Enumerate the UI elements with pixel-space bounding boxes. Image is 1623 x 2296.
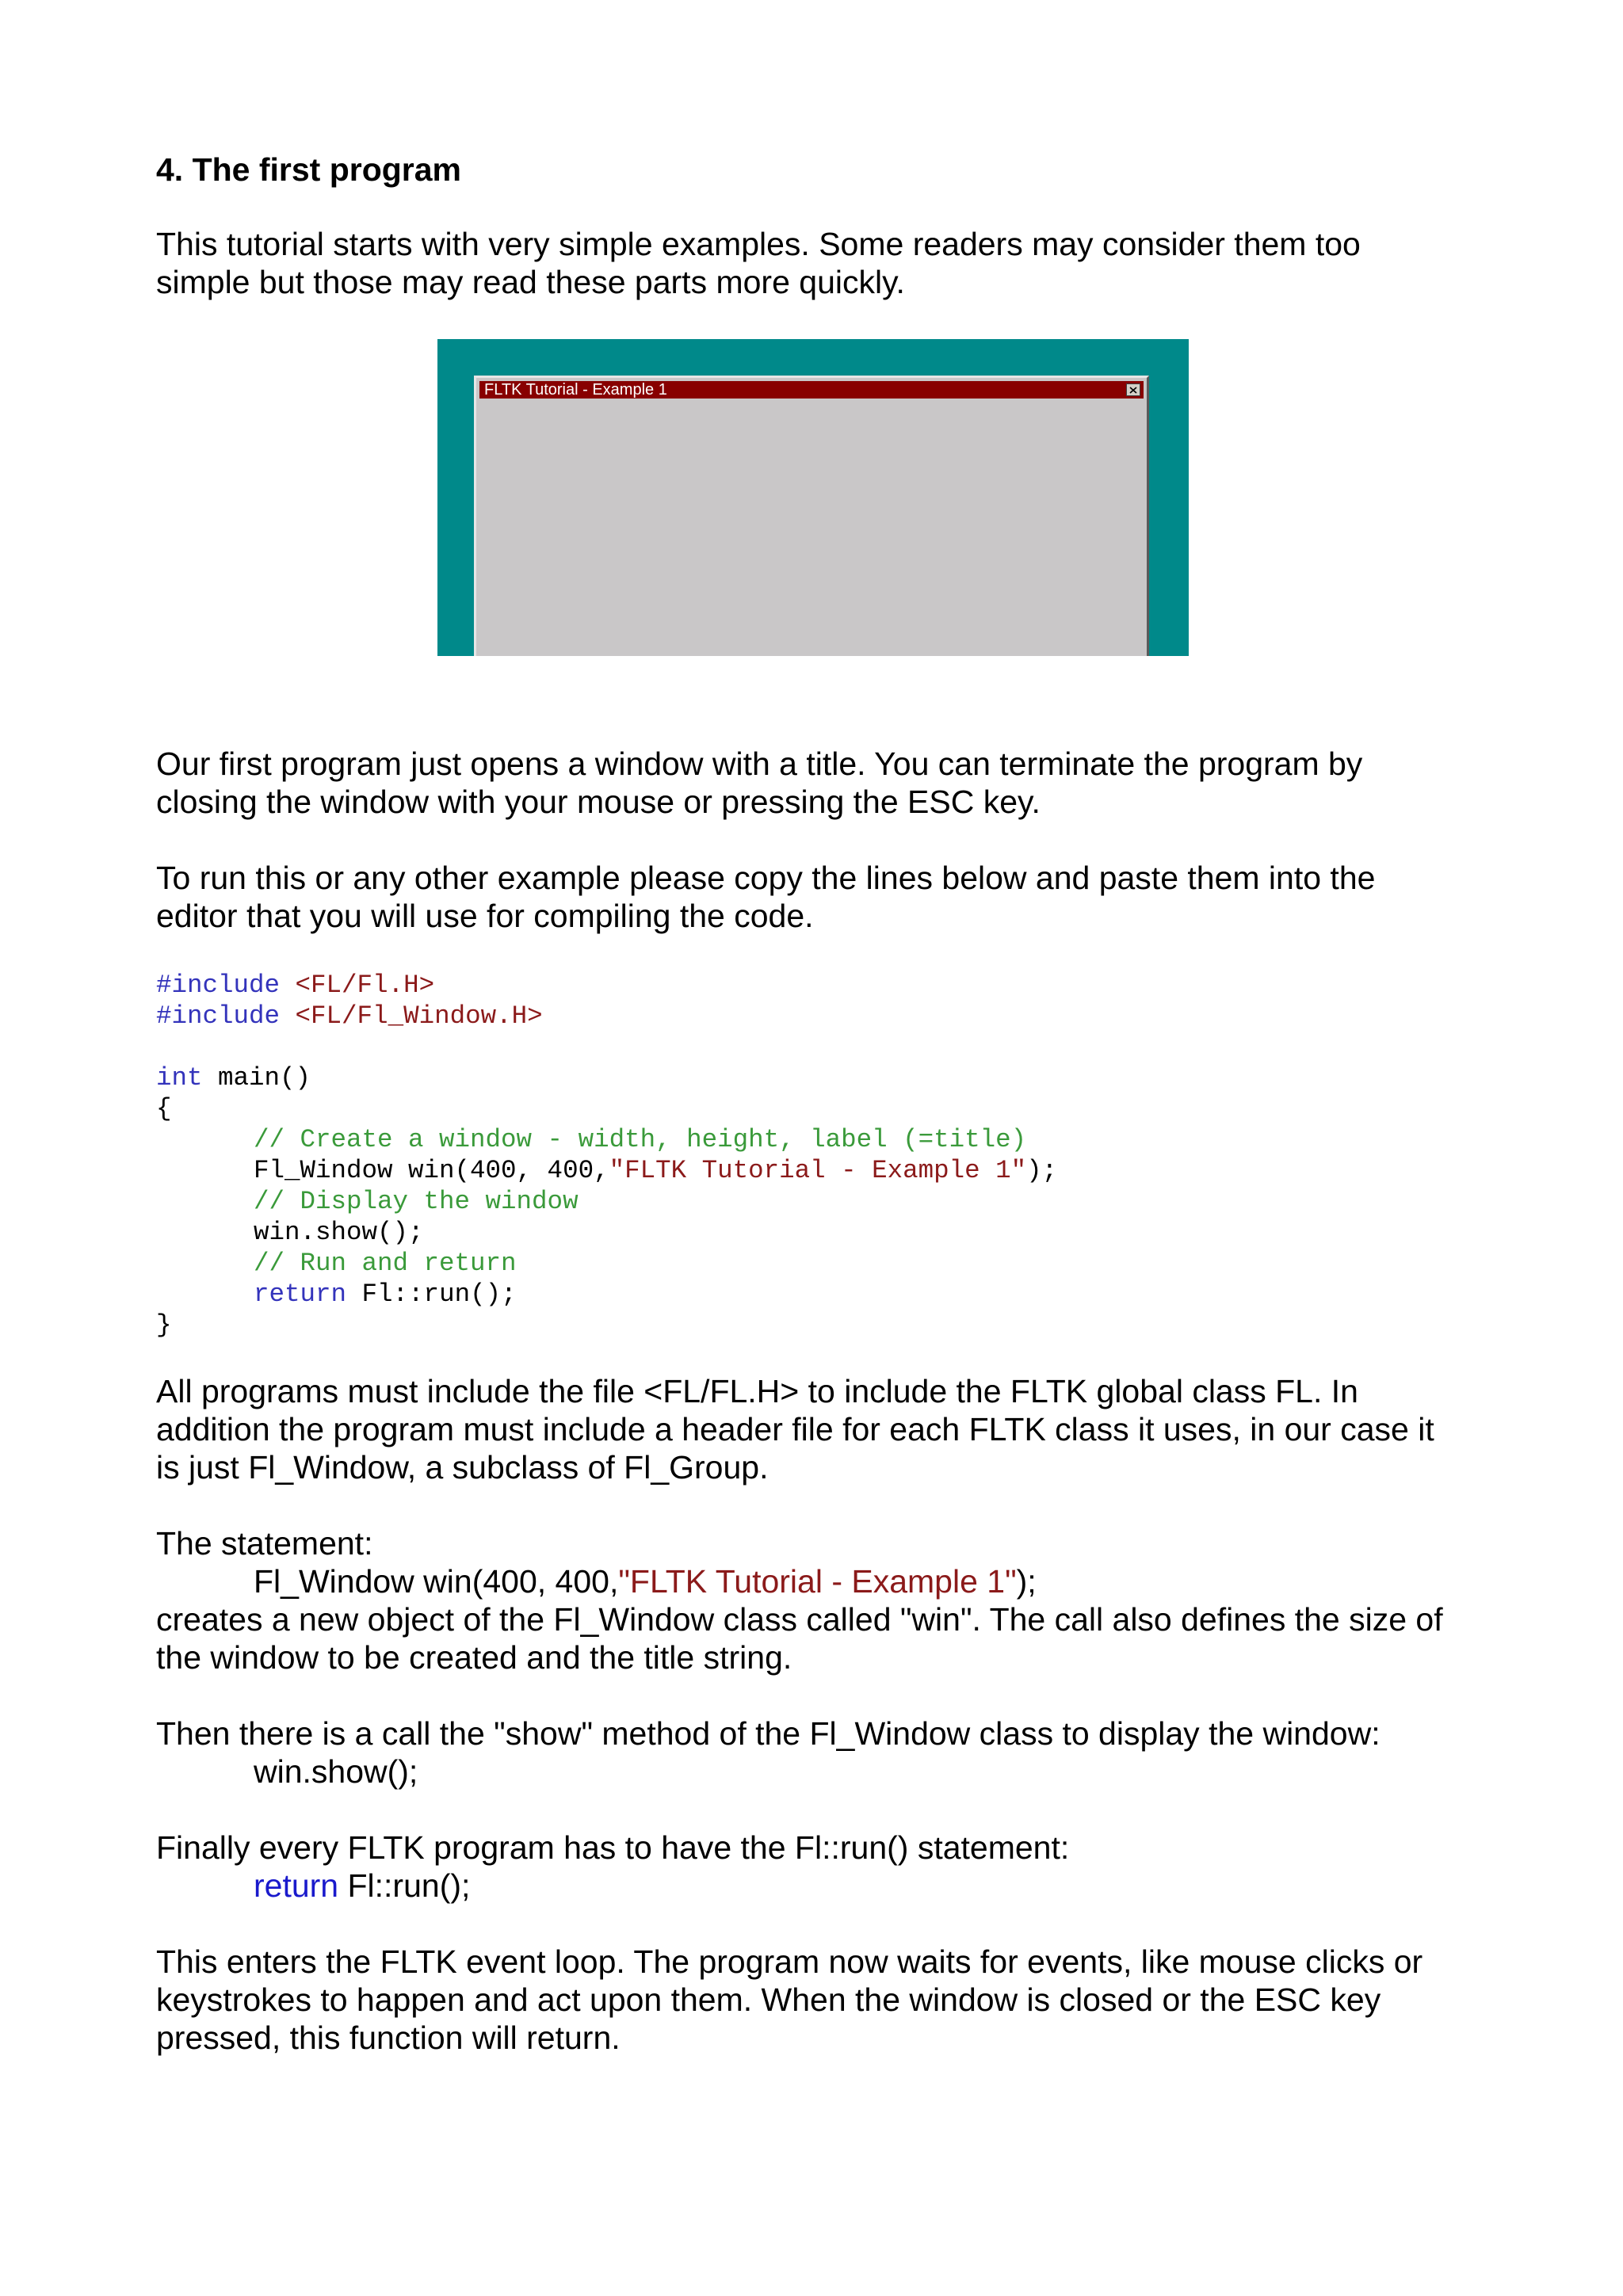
code-listing bbox=[156, 970, 1472, 1341]
include-header: <FL/Fl_Window.H> bbox=[295, 1001, 543, 1031]
code-line-close-brace: } bbox=[156, 1310, 172, 1340]
run-example-paragraph bbox=[156, 859, 1472, 935]
event-loop-paragraph bbox=[156, 1943, 1472, 2057]
code-comment: // Create a window - width, height, label (=title) bbox=[254, 1125, 1027, 1154]
run-paragraph bbox=[156, 1829, 1472, 1905]
event-loop-line-1: This enters the FLTK event loop. The program now waits for events, like mouse clicks or bbox=[156, 1943, 1423, 1980]
code-line-include-1 bbox=[156, 970, 1472, 1001]
statement-explain-line-1: creates a new object of the Fl_Window class called "win". The call also defines the size of bbox=[156, 1601, 1443, 1638]
includes-line-2: addition the program must include a header file for each FLTK class it uses, in our case it bbox=[156, 1411, 1434, 1447]
code-line-comment-1 bbox=[156, 1124, 1472, 1155]
include-keyword: #include bbox=[156, 1001, 281, 1031]
includes-line-3: is just Fl_Window, a subclass of Fl_Group. bbox=[156, 1449, 769, 1486]
code-string: "FLTK Tutorial - Example 1" bbox=[609, 1156, 1027, 1185]
document-page bbox=[156, 151, 1472, 2057]
includes-line-1: All programs must include the file <FL/FL.H> to include the FLTK global class FL. In bbox=[156, 1373, 1358, 1409]
fltk-titlebar bbox=[479, 381, 1144, 399]
close-icon bbox=[1126, 383, 1140, 396]
intro-line-1: This tutorial starts with very simple examples. Some readers may consider them too bbox=[156, 226, 1361, 262]
intro-paragraph bbox=[156, 225, 1472, 301]
statement-code bbox=[156, 1562, 1037, 1600]
statement-code-text: Fl_Window win(400, 400, bbox=[254, 1563, 619, 1600]
statement-intro: The statement: bbox=[156, 1525, 373, 1562]
code-line-main bbox=[156, 1062, 1472, 1093]
main-signature: main() bbox=[218, 1063, 311, 1093]
event-loop-line-3: pressed, this function will return. bbox=[156, 2019, 621, 2056]
fltk-window-title: FLTK Tutorial - Example 1 bbox=[484, 381, 667, 399]
fltk-window bbox=[474, 376, 1149, 656]
code-text: Fl::run(); bbox=[361, 1280, 517, 1309]
code-line-comment-2 bbox=[156, 1186, 1472, 1217]
show-code: win.show(); bbox=[254, 1753, 418, 1790]
statement-code-string: "FLTK Tutorial - Example 1" bbox=[618, 1563, 1017, 1600]
first-program-line-1: Our first program just opens a window with a title. You can terminate the program by bbox=[156, 746, 1363, 782]
code-line-window-decl bbox=[156, 1155, 1472, 1186]
code-text: ); bbox=[1026, 1156, 1058, 1185]
statement-paragraph bbox=[156, 1524, 1472, 1676]
run-example-line-1: To run this or any other example please copy the lines below and paste them into the bbox=[156, 860, 1376, 896]
include-header: <FL/Fl.H> bbox=[295, 971, 435, 1000]
code-text: Fl_Window win(400, 400, bbox=[254, 1156, 609, 1185]
code-line-include-2 bbox=[156, 1001, 1472, 1032]
section-heading: 4. The first program bbox=[156, 151, 462, 188]
return-keyword: return bbox=[254, 1280, 347, 1309]
event-loop-line-2: keystrokes to happen and act upon them. When the window is closed or the ESC key bbox=[156, 1981, 1381, 2018]
statement-code-text: ); bbox=[1016, 1563, 1037, 1600]
code-line-comment-3 bbox=[156, 1248, 1472, 1279]
int-keyword: int bbox=[156, 1063, 203, 1093]
statement-explain-line-2: the window to be created and the title string. bbox=[156, 1639, 792, 1676]
run-code bbox=[156, 1867, 470, 1905]
include-keyword: #include bbox=[156, 971, 281, 1000]
code-comment: // Run and return bbox=[254, 1249, 517, 1278]
code-line-open-brace: { bbox=[156, 1094, 172, 1123]
includes-paragraph bbox=[156, 1372, 1472, 1486]
example-screenshot bbox=[437, 339, 1189, 656]
intro-line-2: simple but those may read these parts more quickly. bbox=[156, 264, 905, 300]
show-intro: Then there is a call the "show" method of the Fl_Window class to display the window: bbox=[156, 1715, 1381, 1752]
first-program-paragraph bbox=[156, 745, 1472, 821]
code-comment: // Display the window bbox=[254, 1187, 579, 1216]
code-line-show bbox=[156, 1217, 1472, 1248]
run-code-text: Fl::run(); bbox=[338, 1867, 471, 1904]
code-text: win.show(); bbox=[254, 1218, 424, 1247]
code-line-return bbox=[156, 1279, 1472, 1310]
run-example-line-2: editor that you will use for compiling the code. bbox=[156, 898, 814, 934]
code-line-blank bbox=[156, 1032, 1472, 1062]
run-intro: Finally every FLTK program has to have the Fl::run() statement: bbox=[156, 1829, 1070, 1866]
show-paragraph bbox=[156, 1714, 1472, 1791]
run-code-keyword: return bbox=[254, 1867, 339, 1904]
first-program-line-2: closing the window with your mouse or pressing the ESC key. bbox=[156, 784, 1041, 820]
